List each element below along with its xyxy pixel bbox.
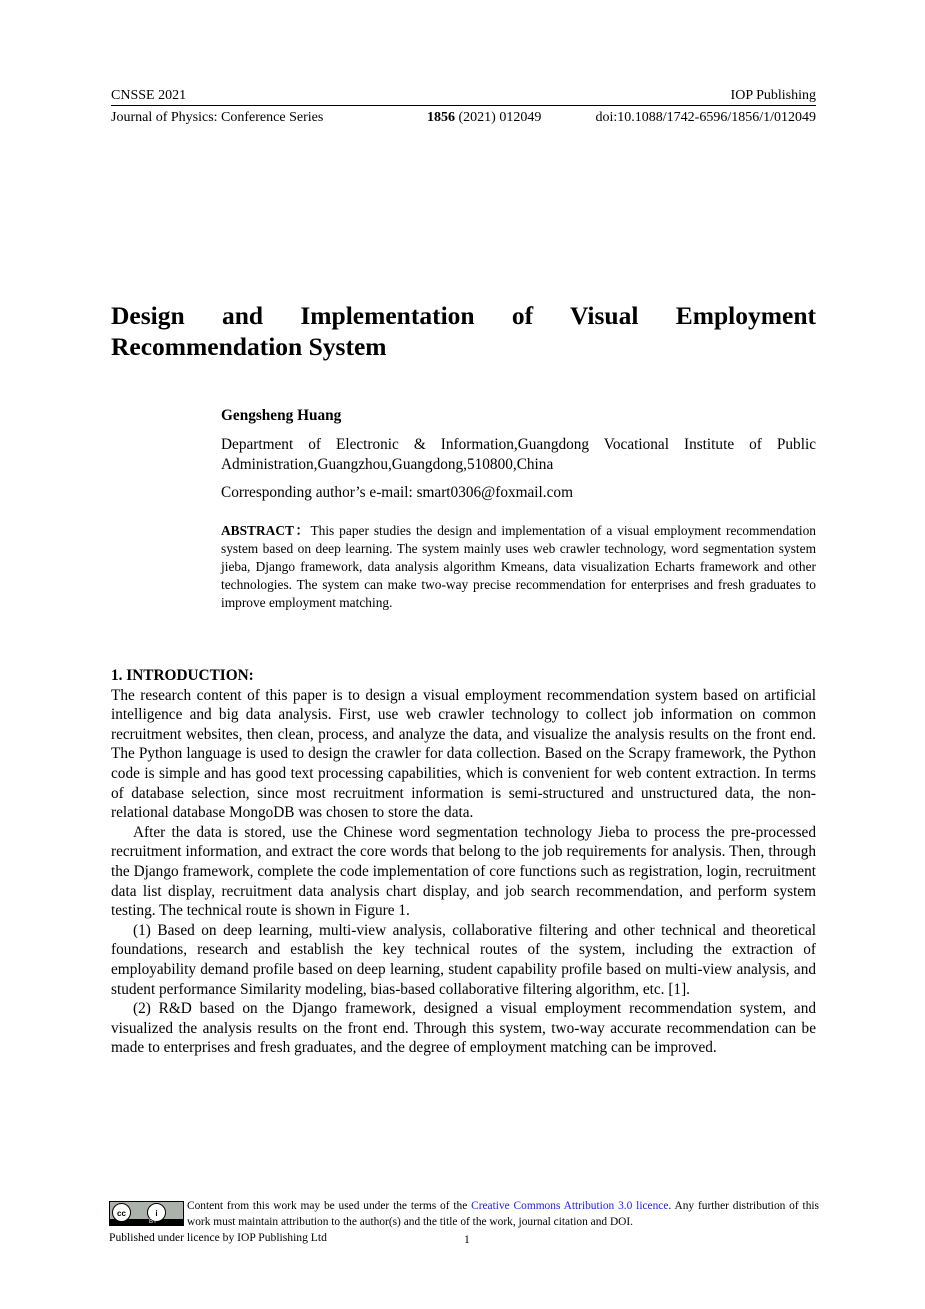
paragraph: The research content of this paper is to design a visual employment recommendation system based on artificial intelligence and big data analysis. First, use web crawler technology to collect job information on common recruitment websites, then clean, process, and analyze the data, and visualize the analysis results on the front end. The Python language is used to design the crawler for data collection. Based on the Scrapy framework, the Python code is simple and has good text processing capabilities, which is convenient for web content extraction. In terms of database selection, since most recruitment information is semi-structured and unstructured data, the non-relational database MongoDB was chosen to store the data.: [111, 686, 816, 822]
volume: 1856: [427, 110, 455, 125]
publisher-name: IOP Publishing: [730, 88, 816, 103]
page-number: 1: [464, 1233, 470, 1246]
author-name: Gengsheng Huang: [221, 407, 342, 424]
published-by: Published under licence by IOP Publishing Ltd: [109, 1231, 327, 1244]
year-article: (2021) 012049: [458, 110, 542, 125]
author-email: Corresponding author’s e-mail: smart0306@foxmail.com: [221, 484, 573, 501]
journal-line: [111, 110, 816, 126]
abstract: [221, 522, 816, 612]
abstract-label: ABSTRACT：: [221, 523, 311, 538]
title-line-2: Recommendation System: [111, 332, 387, 361]
title-line-1: Design and Implementation of Visual Employment: [111, 301, 816, 330]
section-introduction: [111, 666, 816, 1058]
license-link[interactable]: Creative Commons Attribution 3.0 licence: [471, 1200, 669, 1212]
license-text: Content from this work may be used under the terms of the Creative Commons Attribution 3.0 licence. Any further distribution of this work must maintain attribution to the author(s) and the title of the work, journal citation and DOI.: [187, 1200, 819, 1228]
running-header: [111, 88, 816, 106]
journal-name: Journal of Physics: Conference Series: [111, 110, 324, 125]
cc-by-logo-icon: cc i BY: [109, 1201, 184, 1226]
doi[interactable]: doi:10.1088/1742-6596/1856/1/012049: [595, 110, 816, 125]
paper-title: [111, 300, 816, 362]
conference-name: CNSSE 2021: [111, 88, 187, 103]
abstract-text: This paper studies the design and implementation of a visual employment recommendation system based on deep learning. The system mainly uses web crawler technology, word segmentation system jieba, Django framework, data analysis algorithm Kmeans, data visualization Echarts framework and other technologies. The system can make two-way precise recommendation for enterprises and fresh graduates to improve employment matching.: [221, 523, 816, 610]
section-heading: 1. INTRODUCTION:: [111, 667, 254, 684]
paragraph: (2) R&D based on the Django framework, designed a visual employment recommendation system, and visualized the analysis results on the front end. Through this system, two-way accurate recommendation can be made to enterprises and fresh graduates, and the degree of employment matching can be improved.: [111, 1000, 816, 1057]
paragraph: After the data is stored, use the Chinese word segmentation technology Jieba to process the pre-processed recruitment information, and extract the core words that belong to the job requirements for analysis. Then, through the Django framework, complete the code implementation of core functions such as registration, login, recruitment data list display, recruitment data analysis chart display, and job search recommendation, and perform system testing. The technical route is shown in Figure 1.: [111, 823, 816, 920]
author-affiliation: Department of Electronic & Information,Guangdong Vocational Institute of Public Administration,Guangzhou,Guangdong,510800,China: [221, 436, 816, 473]
paragraph: (1) Based on deep learning, multi-view analysis, collaborative filtering and other technical and theoretical foundations, research and establish the key technical routes of the system, including the extraction of employability demand profile based on deep learning, student capability profile based on multi-view analysis, and student performance Similarity modeling, bias-based collaborative filtering algorithm, etc. [1].: [111, 921, 816, 998]
